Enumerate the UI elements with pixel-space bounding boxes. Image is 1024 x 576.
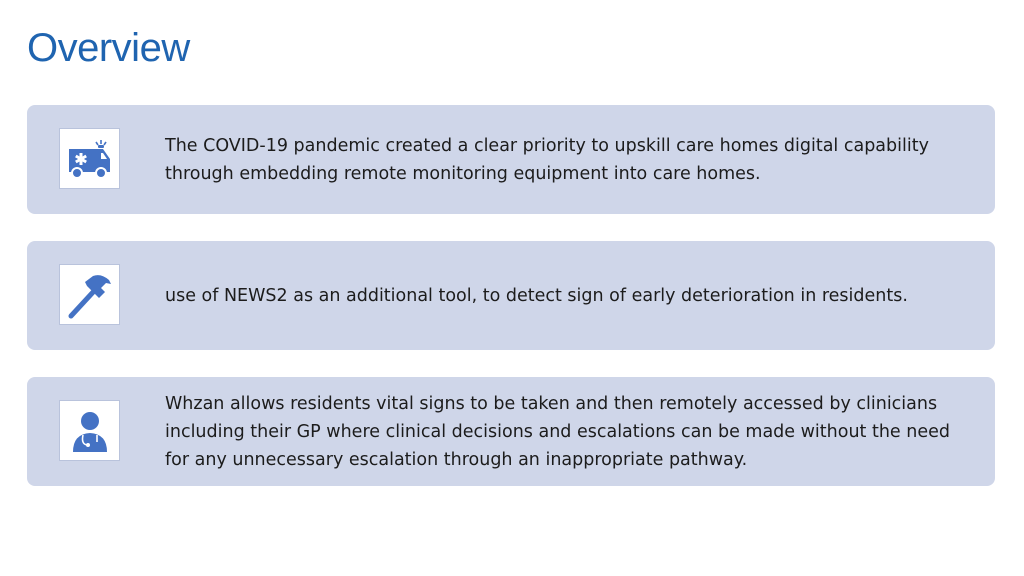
overview-card-2	[27, 241, 995, 350]
doctor-icon	[63, 404, 117, 458]
icon-frame	[59, 264, 120, 325]
card-text: Whzan allows residents vital signs to be taken and then remotely accessed by clinicians including their GP where clinical decisions and escalations can be made without the need for any unnecessary escalation through an inappropriate pathway.	[165, 393, 950, 470]
hammer-icon	[63, 268, 117, 322]
overview-card-3	[27, 377, 995, 486]
overview-card-1	[27, 105, 995, 214]
ambulance-icon	[63, 132, 117, 186]
page-title: Overview	[27, 26, 190, 70]
icon-frame	[59, 128, 120, 189]
card-text: The COVID-19 pandemic created a clear priority to upskill care homes digital capability through embedding remote monitoring equipment into care homes.	[165, 135, 929, 184]
card-text: use of NEWS2 as an additional tool, to detect sign of early deterioration in residents.	[165, 285, 908, 306]
icon-frame	[59, 400, 120, 461]
